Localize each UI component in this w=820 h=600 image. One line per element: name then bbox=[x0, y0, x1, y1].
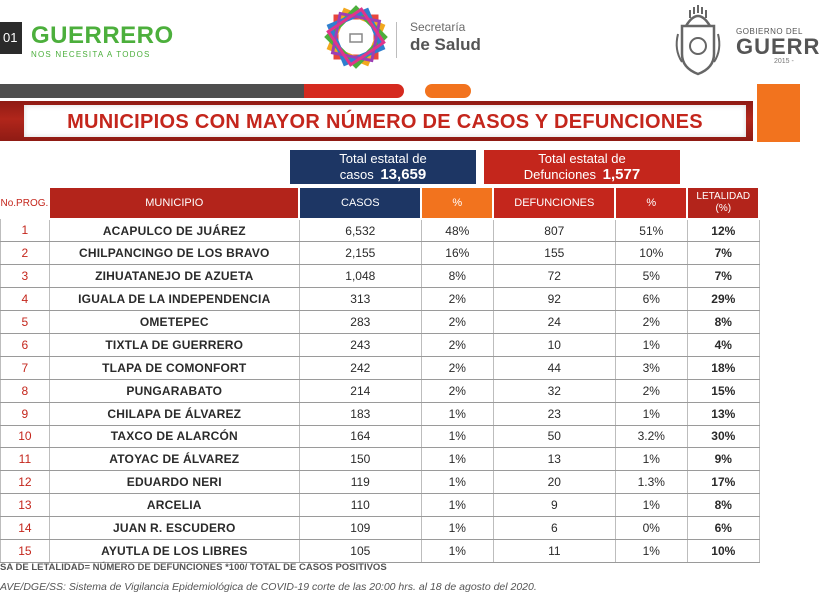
row-num: 7 bbox=[1, 356, 50, 379]
slide-number: 01 bbox=[0, 22, 22, 54]
table-row bbox=[1, 494, 760, 517]
header-pct-casos: % bbox=[421, 187, 493, 219]
row-defunciones: 20 bbox=[493, 471, 615, 494]
row-municipio: ATOYAC DE ÁLVAREZ bbox=[49, 448, 299, 471]
row-letalidad: 30% bbox=[687, 425, 759, 448]
row-pct-defunciones: 1% bbox=[615, 448, 687, 471]
row-defunciones: 32 bbox=[493, 379, 615, 402]
row-defunciones: 50 bbox=[493, 425, 615, 448]
guerrero-shield-icon bbox=[672, 4, 724, 76]
row-pct-defunciones: 1% bbox=[615, 494, 687, 517]
table-row bbox=[1, 356, 760, 379]
header-municipio: MUNICIPIO bbox=[49, 187, 299, 219]
row-pct-defunciones: 3% bbox=[615, 356, 687, 379]
total-casos-word: casos bbox=[339, 167, 374, 182]
row-casos: 243 bbox=[299, 333, 421, 356]
row-casos: 242 bbox=[299, 356, 421, 379]
header bbox=[0, 0, 820, 84]
table-row bbox=[1, 288, 760, 311]
stripe-red bbox=[304, 84, 404, 98]
row-pct-casos: 16% bbox=[421, 242, 493, 265]
row-pct-defunciones: 10% bbox=[615, 242, 687, 265]
row-casos: 2,155 bbox=[299, 242, 421, 265]
stripe-dark bbox=[0, 84, 322, 98]
row-municipio: TIXTLA DE GUERRERO bbox=[49, 333, 299, 356]
row-num: 10 bbox=[1, 425, 50, 448]
total-defunciones-line2 bbox=[484, 167, 680, 183]
row-municipio: AYUTLA DE LOS LIBRES bbox=[49, 539, 299, 562]
gobierno-line1: GOBIERNO DEL bbox=[736, 27, 803, 36]
header-letalidad bbox=[687, 187, 759, 219]
row-pct-defunciones: 2% bbox=[615, 379, 687, 402]
table-row bbox=[1, 448, 760, 471]
total-casos-value: 13,659 bbox=[380, 166, 427, 183]
row-pct-defunciones: 1% bbox=[615, 333, 687, 356]
row-municipio: JUAN R. ESCUDERO bbox=[49, 517, 299, 540]
row-num: 9 bbox=[1, 402, 50, 425]
row-letalidad: 18% bbox=[687, 356, 759, 379]
row-letalidad: 4% bbox=[687, 333, 759, 356]
row-letalidad: 13% bbox=[687, 402, 759, 425]
row-num: 11 bbox=[1, 448, 50, 471]
total-casos-line2 bbox=[290, 167, 476, 183]
salud-line1: Secretaría bbox=[410, 20, 466, 34]
row-pct-defunciones: 0% bbox=[615, 517, 687, 540]
header-letalidad-line1: LETALIDAD bbox=[696, 191, 751, 202]
row-num: 4 bbox=[1, 288, 50, 311]
gobierno-logo-text bbox=[736, 27, 820, 65]
row-defunciones: 23 bbox=[493, 402, 615, 425]
row-municipio: ARCELIA bbox=[49, 494, 299, 517]
row-casos: 164 bbox=[299, 425, 421, 448]
row-num: 15 bbox=[1, 539, 50, 562]
table-row bbox=[1, 471, 760, 494]
row-letalidad: 10% bbox=[687, 539, 759, 562]
row-casos: 1,048 bbox=[299, 265, 421, 288]
row-num: 5 bbox=[1, 311, 50, 334]
salud-line2: de Salud bbox=[410, 35, 481, 54]
row-num: 13 bbox=[1, 494, 50, 517]
table-row bbox=[1, 219, 760, 242]
row-municipio: ZIHUATANEJO DE AZUETA bbox=[49, 265, 299, 288]
total-defunciones-value: 1,577 bbox=[602, 166, 641, 183]
row-casos: 110 bbox=[299, 494, 421, 517]
row-letalidad: 17% bbox=[687, 471, 759, 494]
table-header-row bbox=[1, 187, 760, 219]
row-num: 14 bbox=[1, 517, 50, 540]
table-row bbox=[1, 242, 760, 265]
row-casos: 150 bbox=[299, 448, 421, 471]
row-pct-casos: 2% bbox=[421, 379, 493, 402]
table-row bbox=[1, 517, 760, 540]
total-casos-box bbox=[290, 150, 476, 184]
row-municipio: IGUALA DE LA INDEPENDENCIA bbox=[49, 288, 299, 311]
row-pct-casos: 2% bbox=[421, 356, 493, 379]
total-casos-label: Total estatal de bbox=[339, 151, 427, 166]
row-pct-defunciones: 6% bbox=[615, 288, 687, 311]
row-letalidad: 9% bbox=[687, 448, 759, 471]
row-municipio: OMETEPEC bbox=[49, 311, 299, 334]
row-num: 12 bbox=[1, 471, 50, 494]
row-pct-defunciones: 1% bbox=[615, 402, 687, 425]
row-pct-defunciones: 51% bbox=[615, 219, 687, 242]
footer-source: AVE/DGE/SS: Sistema de Vigilancia Epidemiológica de COVID-19 corte de las 20:00 hrs. al 18 de agosto del 2020. bbox=[0, 581, 537, 593]
row-pct-casos: 1% bbox=[421, 539, 493, 562]
row-pct-casos: 2% bbox=[421, 333, 493, 356]
row-casos: 214 bbox=[299, 379, 421, 402]
table-body bbox=[1, 219, 760, 562]
row-casos: 105 bbox=[299, 539, 421, 562]
total-defunciones-box bbox=[484, 150, 680, 184]
row-pct-casos: 1% bbox=[421, 517, 493, 540]
table-row bbox=[1, 539, 760, 562]
header-letalidad-line2: (%) bbox=[715, 203, 732, 214]
salud-star-logo-icon bbox=[327, 8, 385, 66]
table-row bbox=[1, 425, 760, 448]
row-municipio: ACAPULCO DE JUÁREZ bbox=[49, 219, 299, 242]
row-letalidad: 12% bbox=[687, 219, 759, 242]
guerrero-logo-tagline: NOS NECESITA A TODOS bbox=[31, 50, 151, 59]
row-letalidad: 8% bbox=[687, 494, 759, 517]
table-row bbox=[1, 402, 760, 425]
municipios-table bbox=[0, 186, 760, 563]
total-defunciones-word: Defunciones bbox=[523, 167, 597, 182]
row-letalidad: 6% bbox=[687, 517, 759, 540]
row-pct-casos: 1% bbox=[421, 402, 493, 425]
row-casos: 119 bbox=[299, 471, 421, 494]
title-banner bbox=[0, 101, 753, 141]
table-row bbox=[1, 311, 760, 334]
row-pct-casos: 1% bbox=[421, 425, 493, 448]
row-num: 6 bbox=[1, 333, 50, 356]
row-municipio: CHILPANCINGO DE LOS BRAVO bbox=[49, 242, 299, 265]
row-casos: 283 bbox=[299, 311, 421, 334]
row-municipio: EDUARDO NERI bbox=[49, 471, 299, 494]
row-defunciones: 24 bbox=[493, 311, 615, 334]
total-defunciones-label: Total estatal de bbox=[538, 151, 626, 166]
guerrero-logo-word: GUERRERO bbox=[31, 22, 174, 49]
header-num: No.PROG. bbox=[1, 187, 50, 219]
row-casos: 183 bbox=[299, 402, 421, 425]
row-defunciones: 9 bbox=[493, 494, 615, 517]
row-letalidad: 7% bbox=[687, 242, 759, 265]
row-casos: 109 bbox=[299, 517, 421, 540]
row-municipio: PUNGARABATO bbox=[49, 379, 299, 402]
row-defunciones: 92 bbox=[493, 288, 615, 311]
salud-logo-text bbox=[410, 20, 481, 55]
row-defunciones: 6 bbox=[493, 517, 615, 540]
row-num: 8 bbox=[1, 379, 50, 402]
row-num: 1 bbox=[1, 219, 50, 242]
row-pct-defunciones: 1% bbox=[615, 539, 687, 562]
stripe-orange bbox=[425, 84, 471, 98]
table-row bbox=[1, 379, 760, 402]
row-defunciones: 11 bbox=[493, 539, 615, 562]
page-title: MUNICIPIOS CON MAYOR NÚMERO DE CASOS Y DEFUNCIONES bbox=[67, 111, 703, 133]
guerrero-logo bbox=[31, 24, 174, 59]
row-pct-defunciones: 2% bbox=[615, 311, 687, 334]
row-letalidad: 7% bbox=[687, 265, 759, 288]
row-casos: 313 bbox=[299, 288, 421, 311]
row-defunciones: 807 bbox=[493, 219, 615, 242]
row-municipio: TLAPA DE COMONFORT bbox=[49, 356, 299, 379]
row-municipio: TAXCO DE ALARCÓN bbox=[49, 425, 299, 448]
row-pct-casos: 48% bbox=[421, 219, 493, 242]
row-pct-casos: 8% bbox=[421, 265, 493, 288]
row-pct-defunciones: 5% bbox=[615, 265, 687, 288]
row-num: 2 bbox=[1, 242, 50, 265]
row-pct-casos: 1% bbox=[421, 448, 493, 471]
row-letalidad: 29% bbox=[687, 288, 759, 311]
row-letalidad: 15% bbox=[687, 379, 759, 402]
row-pct-casos: 1% bbox=[421, 494, 493, 517]
table-row bbox=[1, 265, 760, 288]
header-defunciones: DEFUNCIONES bbox=[493, 187, 615, 219]
row-defunciones: 10 bbox=[493, 333, 615, 356]
row-num: 3 bbox=[1, 265, 50, 288]
corner-orange-block bbox=[757, 84, 800, 142]
row-defunciones: 44 bbox=[493, 356, 615, 379]
row-casos: 6,532 bbox=[299, 219, 421, 242]
row-defunciones: 72 bbox=[493, 265, 615, 288]
row-pct-casos: 2% bbox=[421, 288, 493, 311]
gobierno-line2: GUERR bbox=[736, 34, 820, 59]
row-letalidad: 8% bbox=[687, 311, 759, 334]
row-pct-casos: 2% bbox=[421, 311, 493, 334]
row-pct-casos: 1% bbox=[421, 471, 493, 494]
header-casos: CASOS bbox=[299, 187, 421, 219]
header-divider bbox=[396, 22, 397, 58]
row-municipio: CHILAPA DE ÁLVAREZ bbox=[49, 402, 299, 425]
row-pct-defunciones: 1.3% bbox=[615, 471, 687, 494]
row-pct-defunciones: 3.2% bbox=[615, 425, 687, 448]
row-defunciones: 155 bbox=[493, 242, 615, 265]
title-box bbox=[24, 105, 746, 137]
table-row bbox=[1, 333, 760, 356]
footer-note: SA DE LETALIDAD= NÚMERO DE DEFUNCIONES *100/ TOTAL DE CASOS POSITIVOS bbox=[0, 562, 387, 573]
header-pct-defunciones: % bbox=[615, 187, 687, 219]
row-defunciones: 13 bbox=[493, 448, 615, 471]
gobierno-years: 2015 - bbox=[774, 58, 794, 65]
